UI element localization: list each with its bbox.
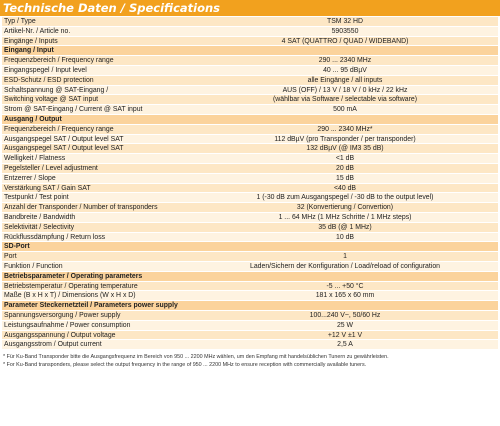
row-label: Port bbox=[4, 253, 17, 261]
row-value: 32 (Konvertierung / Convertion) bbox=[296, 204, 394, 212]
row-label: Verstärkung SAT / Gain SAT bbox=[4, 184, 91, 192]
row-label: Pegelsteller / Level adjustment bbox=[4, 164, 98, 172]
row-label: ESD-Schutz / ESD protection bbox=[4, 76, 94, 84]
row-label: Spannungsversorgung / Power supply bbox=[4, 311, 121, 319]
table-row bbox=[2, 86, 498, 96]
row-value: (wählbar via Software / selectable via software) bbox=[272, 96, 417, 104]
row-value: 5903550 bbox=[331, 27, 359, 35]
row-value: 132 dBµV (@ IM3 35 dB) bbox=[306, 145, 384, 153]
row-value: 15 dB bbox=[335, 174, 354, 182]
page-title: Technische Daten / Specifications bbox=[0, 0, 500, 16]
row-label: Betriebstemperatur / Operating temperature bbox=[4, 282, 138, 290]
row-label: Bandbreite / Bandwidth bbox=[4, 213, 76, 221]
row-label: Entzerrer / Slope bbox=[4, 174, 56, 182]
footnote-de: * Für Ku-Band Transponder bitte die Ausgangsfrequenz im Bereich von 950 ... 2200 MHz wählen, um den Empfang mit handelsüblichen Tunern zu gewährleisten. bbox=[3, 354, 389, 361]
row-value: 1 ... 64 MHz (1 MHz Schritte / 1 MHz steps) bbox=[278, 213, 412, 221]
row-value: 290 ... 2340 MHz bbox=[318, 57, 372, 65]
table-row bbox=[2, 95, 498, 105]
table-row bbox=[2, 262, 498, 272]
row-value: 35 dB (@ 1 MHz) bbox=[318, 223, 372, 231]
row-value: 10 dB bbox=[335, 233, 354, 241]
section-title: SD-Port bbox=[4, 243, 30, 251]
row-value: 1 (-30 dB zum Ausgangspegel / -30 dB to the output level) bbox=[256, 194, 434, 202]
row-label: Frequenzbereich / Frequency range bbox=[4, 57, 114, 65]
row-label: Eingänge / Inputs bbox=[4, 37, 58, 45]
row-label: Selektivität / Selectivity bbox=[4, 223, 75, 231]
row-value: <40 dB bbox=[333, 184, 357, 192]
row-label: Frequenzbereich / Frequency range bbox=[4, 125, 114, 133]
row-value: <1 dB bbox=[335, 155, 355, 163]
row-value: 112 dBµV (pro Transponder / per transponder) bbox=[274, 135, 416, 143]
section-header bbox=[2, 242, 498, 252]
section-header bbox=[2, 46, 498, 56]
row-label: Testpunkt / Test point bbox=[4, 194, 69, 202]
table-row bbox=[2, 105, 498, 115]
table-row bbox=[2, 184, 498, 194]
footnotes bbox=[0, 353, 500, 369]
table-row bbox=[2, 213, 498, 223]
row-label: Leistungsaufnahme / Power consumption bbox=[4, 321, 131, 329]
table-row bbox=[2, 223, 498, 233]
row-value: 25 W bbox=[336, 321, 354, 329]
table-row bbox=[2, 154, 498, 164]
row-label: Maße (B x H x T) / Dimensions (W x H x D) bbox=[4, 292, 136, 300]
row-label: Funktion / Function bbox=[4, 262, 63, 270]
table-row bbox=[2, 174, 498, 184]
table-row bbox=[2, 125, 498, 135]
table-row bbox=[2, 76, 498, 86]
row-value: -5 ... +50 °C bbox=[326, 282, 364, 290]
row-label: Switching voltage @ SAT input bbox=[4, 96, 99, 104]
row-value: 290 ... 2340 MHz* bbox=[317, 125, 373, 133]
row-value: 181 x 165 x 60 mm bbox=[315, 292, 375, 300]
table-row bbox=[2, 56, 498, 66]
footnote-en: * For Ku-Band transponders, please select the output frequency in the range of 950 ... 2200 MHz to ensure reception with commercially available tuners. bbox=[3, 362, 367, 369]
row-label: Ausgangspegel SAT / Output level SAT bbox=[4, 135, 124, 143]
row-label: Strom @ SAT-Eingang / Current @ SAT input bbox=[4, 106, 143, 114]
row-value: 4 SAT (QUATTRO / QUAD / WIDEBAND) bbox=[281, 37, 409, 45]
row-label: Typ / Type bbox=[4, 18, 36, 25]
table-row bbox=[2, 282, 498, 292]
section-header bbox=[2, 115, 498, 125]
table-row bbox=[2, 311, 498, 321]
row-value: 2,5 A bbox=[337, 341, 353, 349]
table-row bbox=[2, 252, 498, 262]
row-label: Rückflussdämpfung / Return loss bbox=[4, 233, 106, 241]
section-header bbox=[2, 301, 498, 311]
row-value: 20 dB bbox=[335, 164, 354, 172]
table-row bbox=[2, 203, 498, 213]
row-label: Ausgangspegel SAT / Output level SAT bbox=[4, 145, 124, 153]
table-row bbox=[2, 321, 498, 331]
table-row bbox=[2, 233, 498, 243]
row-label: Eingangspegel / Input level bbox=[4, 66, 87, 74]
section-title: Ausgang / Output bbox=[4, 115, 62, 123]
row-value: +12 V ±1 V bbox=[327, 331, 363, 339]
row-label: Welligkeit / Flatness bbox=[4, 155, 66, 163]
row-value: TSM 32 HD bbox=[327, 18, 363, 25]
table-row bbox=[2, 144, 498, 154]
spec-table bbox=[2, 17, 498, 350]
section-title: Eingang / Input bbox=[4, 47, 54, 55]
table-row bbox=[2, 66, 498, 76]
table-row bbox=[2, 27, 498, 37]
table-row bbox=[2, 37, 498, 47]
section-title: Parameter Steckernetzteil / Parameters power supply bbox=[4, 302, 178, 310]
row-value: 100...240 V~, 50/60 Hz bbox=[309, 311, 381, 319]
table-row bbox=[2, 291, 498, 301]
row-label: Artikel-Nr. / Article no. bbox=[4, 27, 71, 35]
row-value: alle Eingänge / all inputs bbox=[307, 76, 383, 84]
table-row bbox=[2, 17, 498, 27]
row-label: Anzahl der Transponder / Number of transponders bbox=[4, 204, 158, 212]
row-label: Ausgangsstrom / Output current bbox=[4, 341, 102, 349]
table-row bbox=[2, 164, 498, 174]
table-row bbox=[2, 193, 498, 203]
row-value: 1 bbox=[343, 253, 347, 261]
section-title: Betriebsparameter / Operating parameters bbox=[4, 272, 143, 280]
row-value: Laden/Sichern der Konfiguration / Load/reload of configuration bbox=[249, 262, 440, 270]
table-row bbox=[2, 340, 498, 350]
row-label: Ausgangsspannung / Output voltage bbox=[4, 331, 116, 339]
row-value: 40 ... 95 dBµV bbox=[323, 66, 367, 74]
row-value: AUS (OFF) / 13 V / 18 V / 0 kHz / 22 kHz bbox=[282, 86, 408, 94]
section-header bbox=[2, 272, 498, 282]
table-row bbox=[2, 331, 498, 341]
table-row bbox=[2, 135, 498, 145]
row-label: Schaltspannung @ SAT-Eingang / bbox=[4, 86, 109, 94]
row-value: 500 mA bbox=[333, 106, 357, 114]
